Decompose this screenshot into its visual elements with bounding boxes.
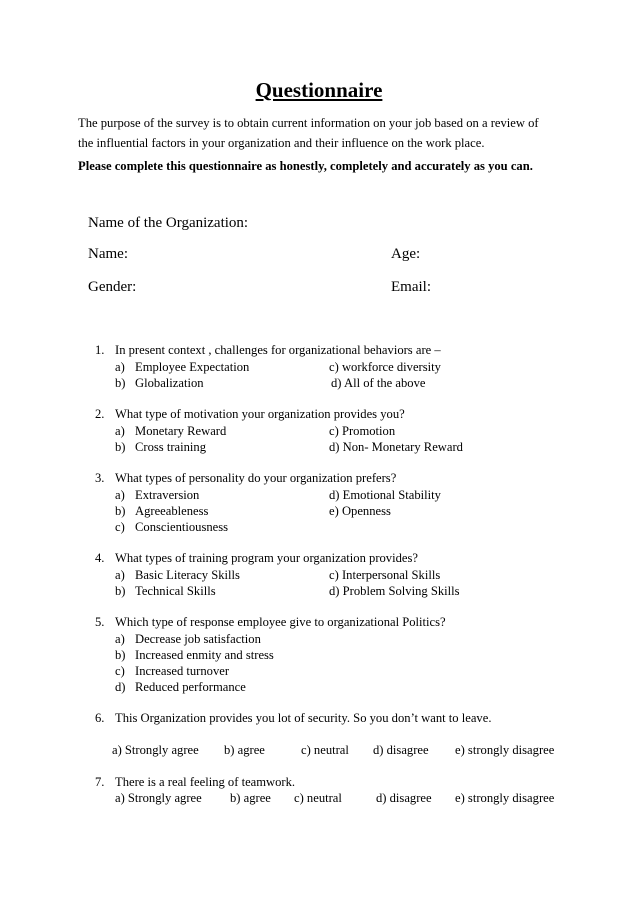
question-4: [95, 551, 418, 566]
question-6: [95, 711, 491, 726]
q3-option-c[interactable]: c) Conscientiousness: [115, 520, 229, 534]
question-number: 5.: [95, 615, 105, 629]
q2-option-b[interactable]: b) Cross training: [115, 440, 207, 454]
q4-option-b[interactable]: b) Technical Skills: [115, 584, 216, 598]
q4-option-d[interactable]: d) Problem Solving Skills: [329, 584, 460, 598]
question-number: 1.: [95, 343, 105, 357]
intro-line-2: the influential factors in your organization and their influence on the work place.: [78, 136, 485, 150]
q6-option-c[interactable]: c) neutral: [301, 743, 349, 757]
q6-option-a[interactable]: a) Strongly agree: [112, 743, 199, 757]
q2-option-c[interactable]: c) Promotion: [329, 424, 396, 438]
question-text: What type of motivation your organization provides you?: [115, 407, 405, 421]
question-text: Which type of response employee give to organizational Politics?: [115, 615, 446, 629]
q6-option-d[interactable]: d) disagree: [373, 743, 429, 757]
q4-option-a[interactable]: a) Basic Literacy Skills: [115, 568, 240, 582]
question-text: There is a real feeling of teamwork.: [115, 775, 296, 789]
question-7: [95, 775, 295, 790]
q5-option-a[interactable]: a) Decrease job satisfaction: [115, 632, 261, 646]
q1-option-b[interactable]: b) Globalization: [115, 376, 204, 390]
question-number: 7.: [95, 775, 105, 789]
name-field-label: Name:: [88, 246, 128, 262]
q7-option-b[interactable]: b) agree: [230, 791, 271, 805]
question-2: [95, 407, 405, 422]
q3-option-a[interactable]: a) Extraversion: [115, 488, 200, 502]
question-number: 2.: [95, 407, 105, 421]
question-text: What types of personality do your organization prefers?: [115, 471, 397, 485]
question-number: 3.: [95, 471, 105, 485]
q1-option-c[interactable]: c) workforce diversity: [329, 360, 441, 374]
question-text: What types of training program your organization provides?: [115, 551, 418, 565]
instruction-text: Please complete this questionnaire as honestly, completely and accurately as you can.: [78, 159, 533, 173]
q5-option-c[interactable]: c) Increased turnover: [115, 664, 230, 678]
question-number: 4.: [95, 551, 105, 565]
question-5: [95, 615, 446, 630]
q7-option-d[interactable]: d) disagree: [376, 791, 432, 805]
q4-option-c[interactable]: c) Interpersonal Skills: [329, 568, 441, 582]
q6-option-e[interactable]: e) strongly disagree: [455, 743, 555, 757]
email-field-label: Email:: [391, 279, 431, 295]
intro-line-1: The purpose of the survey is to obtain current information on your job based on a review of: [78, 116, 539, 130]
age-field-label: Age:: [391, 246, 421, 262]
q3-option-b[interactable]: b) Agreeableness: [115, 504, 209, 518]
q1-option-d[interactable]: d) All of the above: [331, 376, 426, 390]
question-text: In present context , challenges for organizational behaviors are –: [115, 343, 441, 357]
organization-field-label: Name of the Organization:: [88, 215, 249, 231]
q7-option-e[interactable]: e) strongly disagree: [455, 791, 555, 805]
question-3: [95, 471, 396, 486]
question-text: This Organization provides you lot of security. So you don’t want to leave.: [115, 711, 492, 725]
q7-option-c[interactable]: c) neutral: [294, 791, 342, 805]
page-title: Questionnaire: [255, 78, 383, 102]
question-1: [95, 343, 441, 358]
q5-option-d[interactable]: d) Reduced performance: [115, 680, 246, 694]
q1-option-a[interactable]: a) Employee Expectation: [115, 360, 250, 374]
q6-option-b[interactable]: b) agree: [224, 743, 265, 757]
question-number: 6.: [95, 711, 105, 725]
q7-option-a[interactable]: a) Strongly agree: [115, 791, 202, 805]
q2-option-a[interactable]: a) Monetary Reward: [115, 424, 227, 438]
q3-option-e[interactable]: e) Openness: [329, 504, 391, 518]
q3-option-d[interactable]: d) Emotional Stability: [329, 488, 441, 502]
q2-option-d[interactable]: d) Non- Monetary Reward: [329, 440, 463, 454]
gender-field-label: Gender:: [88, 279, 137, 295]
q5-option-b[interactable]: b) Increased enmity and stress: [115, 648, 274, 662]
